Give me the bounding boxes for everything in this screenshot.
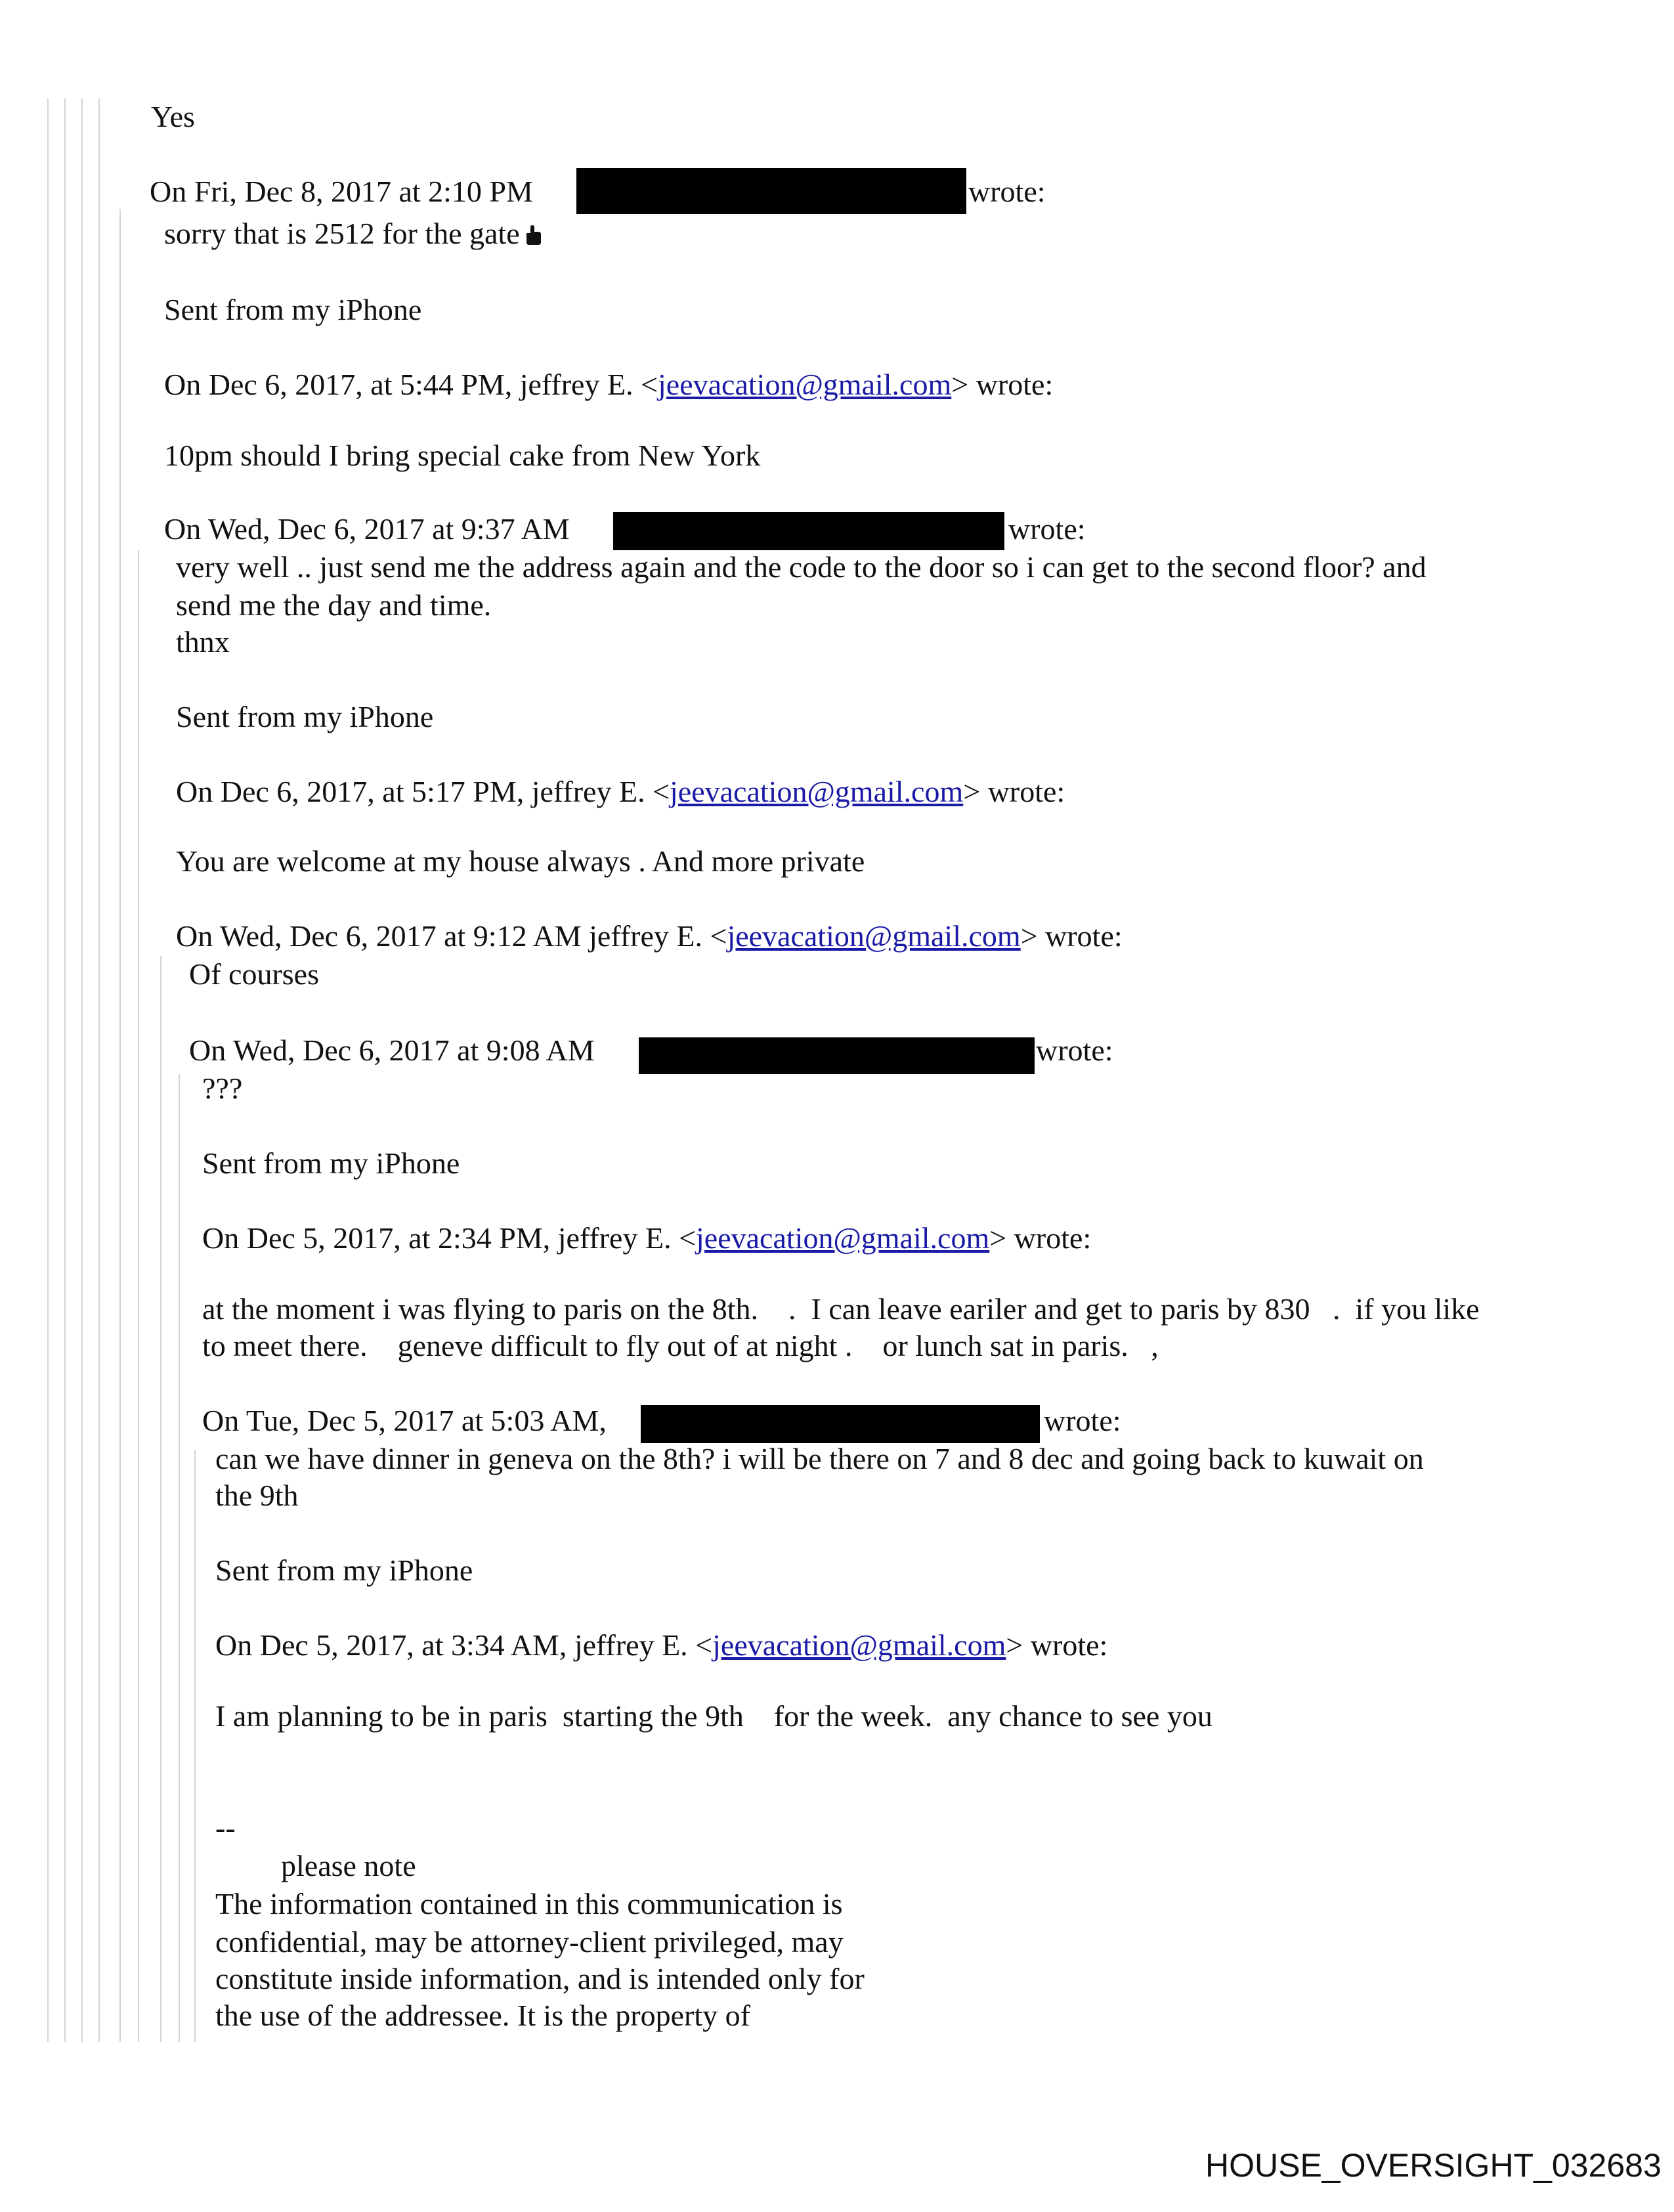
quote-bar — [98, 98, 100, 2042]
redaction-block — [639, 1037, 1035, 1074]
email-header-line: On Tue, Dec 5, 2017 at 5:03 AM, — [202, 1404, 607, 1437]
quote-bar — [194, 1450, 196, 2042]
disclaimer-line: confidential, may be attorney-client privileged, may — [215, 1925, 844, 1959]
quote-bar — [179, 1074, 180, 2042]
email-line — [164, 215, 541, 252]
email-header-wrote: > wrote: — [989, 1221, 1092, 1255]
email-header-wrote: > wrote: — [1006, 1628, 1108, 1662]
email-header-text: On Dec 6, 2017, at 5:17 PM, jeffrey E. < — [176, 775, 670, 808]
redaction-block — [576, 168, 966, 214]
email-line: Sent from my iPhone — [176, 700, 434, 733]
disclaimer-line: the use of the addressee. It is the property of — [215, 1999, 750, 2032]
email-line: thnx — [176, 625, 230, 659]
email-line: send me the day and time. — [176, 588, 492, 622]
email-line: Sent from my iPhone — [164, 293, 422, 326]
email-header-text: On Dec 5, 2017, at 2:34 PM, jeffrey E. < — [202, 1221, 697, 1255]
email-line: Sent from my iPhone — [202, 1146, 460, 1180]
disclaimer-line: constitute inside information, and is intended only for — [215, 1962, 865, 1995]
disclaimer-line: please note — [281, 1849, 416, 1882]
email-line: very well .. just send me the address again and the code to the door so i can get to the second floor? and — [176, 550, 1427, 584]
email-line: You are welcome at my house always . And more private — [176, 844, 865, 878]
email-header-text: On Wed, Dec 6, 2017 at 9:12 AM jeffrey E. < — [176, 919, 727, 953]
email-header-line — [215, 1627, 1107, 1664]
email-link[interactable]: jeevacation@gmail.com — [658, 368, 952, 401]
pointing-hand-icon — [524, 225, 541, 245]
email-line: I am planning to be in paris starting the 9th for the week. any chance to see you — [215, 1699, 1213, 1733]
email-line: 10pm should I bring special cake from New York — [164, 439, 761, 472]
email-header-line — [176, 918, 1123, 955]
quote-bar — [119, 209, 121, 2042]
email-line: can we have dinner in geneva on the 8th? i will be there on 7 and 8 dec and going back to kuwait on — [215, 1442, 1424, 1475]
quote-bar — [64, 98, 66, 2042]
email-header-wrote: wrote: — [968, 175, 1046, 208]
email-header-text: On Dec 5, 2017, at 3:34 AM, jeffrey E. < — [215, 1628, 713, 1662]
email-header-wrote: wrote: — [1036, 1033, 1113, 1067]
redaction-block — [613, 512, 1004, 550]
email-header-line: On Fri, Dec 8, 2017 at 2:10 PM — [150, 175, 533, 208]
redaction-block — [641, 1405, 1040, 1443]
disclaimer-line: The information contained in this communication is — [215, 1887, 843, 1920]
quote-bar — [138, 550, 139, 2042]
quote-bar — [81, 98, 83, 2042]
signature-separator: -- — [215, 1811, 236, 1844]
email-line-text: sorry that is 2512 for the gate — [164, 217, 520, 250]
email-header-wrote: wrote: — [1044, 1404, 1121, 1437]
email-line: Yes — [151, 100, 195, 133]
email-header-line — [202, 1220, 1091, 1257]
quote-bar — [47, 98, 49, 2042]
email-header-wrote: > wrote: — [963, 775, 1065, 808]
quote-bar — [160, 956, 161, 2042]
email-header-line — [164, 366, 1053, 403]
email-header-wrote: > wrote: — [951, 368, 1054, 401]
email-line: Of courses — [189, 957, 319, 991]
email-line: to meet there. geneve difficult to fly out of at night . or lunch sat in paris. , — [202, 1329, 1159, 1362]
email-header-line — [176, 773, 1065, 810]
email-header-text: On Dec 6, 2017, at 5:44 PM, jeffrey E. < — [164, 368, 658, 401]
email-link[interactable]: jeevacation@gmail.com — [712, 1628, 1006, 1662]
email-header-wrote: wrote: — [1008, 512, 1086, 546]
email-link[interactable]: jeevacation@gmail.com — [670, 775, 964, 808]
email-link[interactable]: jeevacation@gmail.com — [696, 1221, 990, 1255]
email-header-wrote: > wrote: — [1020, 919, 1123, 953]
email-header-line: On Wed, Dec 6, 2017 at 9:08 AM — [189, 1033, 595, 1067]
document-id-footer: HOUSE_OVERSIGHT_032683 — [1205, 2147, 1662, 2184]
email-line: at the moment i was flying to paris on the 8th. . I can leave eariler and get to paris by 830 . if you like — [202, 1292, 1480, 1326]
email-link[interactable]: jeevacation@gmail.com — [727, 919, 1021, 953]
email-line: ??? — [202, 1072, 243, 1105]
email-line: Sent from my iPhone — [215, 1553, 473, 1587]
email-header-line: On Wed, Dec 6, 2017 at 9:37 AM — [164, 512, 570, 546]
email-line: the 9th — [215, 1479, 299, 1512]
